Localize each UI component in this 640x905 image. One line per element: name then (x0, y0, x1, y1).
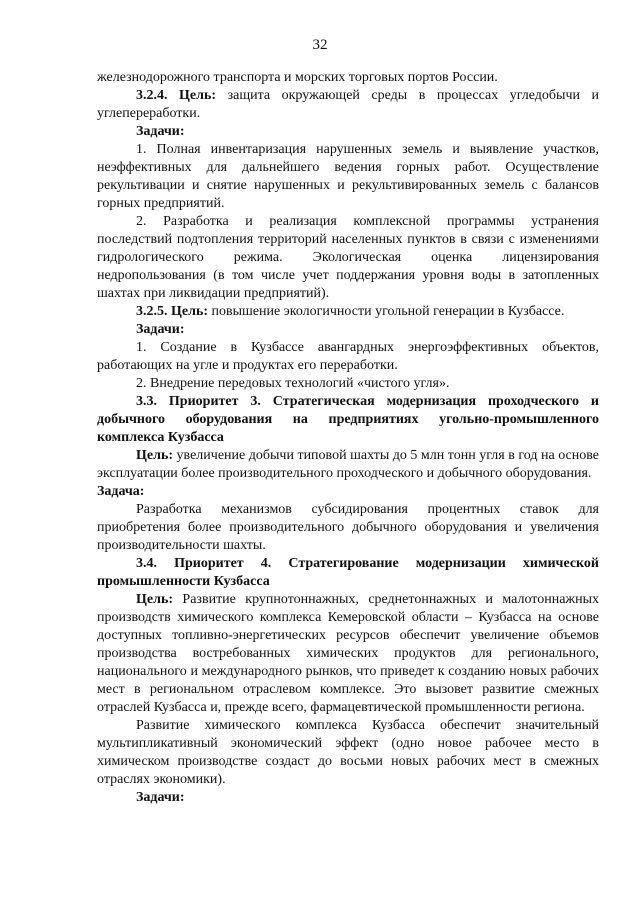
goal-text: защита окружающей среды в процессах угледобычи и углепереработки. (97, 88, 599, 121)
goal-text: увеличение добычи типовой шахты до 5 млн тонн угля в год на основе эксплуатации более производительного проходческого и добычного оборудования. (97, 448, 599, 481)
task-item: 2. Разработка и реализация комплексной программы устранения последствий подтопления территорий населенных пунктов в связи с изменениями гидрологического режима. Экологическая оценка лицензирования недропользования (в том числе учет поддержания уровня воды в затопленных шахтах при ликвидации предприятий). (97, 214, 599, 301)
goal-label: 3.2.4. Цель: (136, 88, 217, 103)
task-item: 1. Создание в Кузбассе авангардных энергоэффективных объектов, работающих на угле и продуктах его переработки. (97, 340, 599, 373)
paragraph-continuation: железнодорожного транспорта и морских торговых портов России. (97, 70, 498, 85)
goal-priority-3 (97, 447, 599, 483)
tasks-heading: Задачи: (136, 322, 185, 337)
goal-label: Цель: (136, 592, 174, 607)
task-item: 1. Полная инвентаризация нарушенных земель и выявление участков, неэффективных для дальнейшего ведения горных работ. Осуществление рекультивации и снятие нарушенных и рекультивированных земель с балансов горных предприятий. (97, 142, 599, 211)
goal-label: Цель: (136, 448, 174, 463)
task-item: Разработка механизмов субсидирования процентных ставок для приобретения более производительного добычного оборудования и увеличения производительности шахты. (97, 502, 599, 553)
priority-4-heading: 3.4. Приоритет 4. Стратегирование модернизации химической промышленности Кузбасса (97, 556, 599, 589)
task-heading: Задача: (97, 484, 145, 499)
goal-text: повышение экологичности угольной генерации в Кузбассе. (208, 304, 565, 319)
task-item: 2. Внедрение передовых технологий «чистого угля». (136, 376, 450, 391)
goal-3-2-4 (97, 87, 599, 123)
goal-text: Развитие крупнотоннажных, среднетоннажных и малотоннажных производств химического комплекса Кемеровской области – Кузбасса на основе доступных топливно-энергетических ресурсов обеспечит увеличение объемов производства востребованных химических продуктов для регионального, национального и международного рынков, что приведет к созданию новых рабочих мест в региональном отраслевом комплексе. Это вызовет развитие смежных отраслей Кузбасса и, прежде всего, фармацевтической промышленности региона. (97, 592, 599, 715)
goal-label: 3.2.5. Цель: (136, 304, 209, 319)
priority-3-heading: 3.3. Приоритет 3. Стратегическая модернизация проходческого и добычного оборудования на предприятиях угольно-промышленного комплекса Кузбасса (97, 394, 599, 445)
tasks-heading: Задачи: (136, 124, 185, 139)
page-number: 32 (312, 37, 328, 53)
page-body (97, 69, 599, 807)
goal-priority-4 (97, 591, 599, 717)
paragraph-effect: Развитие химического комплекса Кузбасса обеспечит значительный мультипликативный экономический эффект (одно новое рабочее место в химическом производстве создаст до восьми новых рабочих мест в смежных отраслях экономики). (97, 718, 599, 787)
goal-3-2-5 (97, 303, 599, 321)
tasks-heading: Задачи: (136, 790, 185, 805)
